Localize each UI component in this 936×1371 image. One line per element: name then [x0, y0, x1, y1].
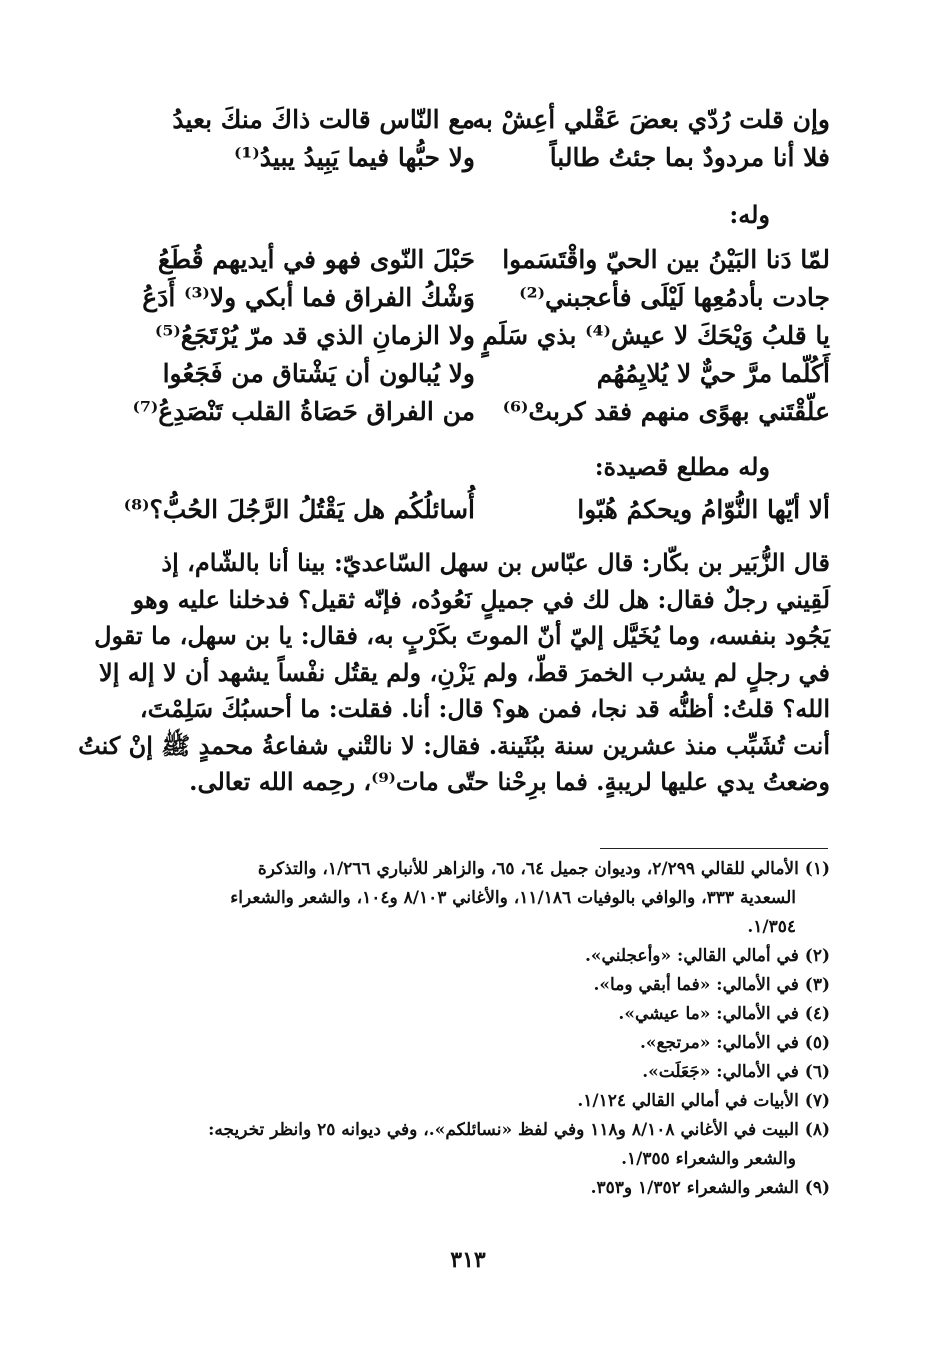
- footnote-line: (٧) الأبيات في أمالي القالي ١/١٢٤.: [577, 1091, 830, 1111]
- verse-second-hemistich: مع النّاس قالت ذاكَ منكَ بعيدُ: [172, 104, 475, 134]
- footnote-line: (٢) في أمالي القالي: «وأعجلني».: [584, 946, 830, 966]
- footnote-line: (٤) في الأمالي: «ما عيشي».: [618, 1004, 830, 1024]
- footnote-divider: [600, 848, 828, 849]
- prose-line: لَقِيني رجلٌ فقال: هل لك في جميلٍ نَعُودُه، فإنّه ثقيل؟ فدخلنا عليه وهو: [132, 584, 830, 614]
- prose-line: قال الزُّبَير بن بكّار: قال عبّاس بن سهل السّاعديّ: بينا أنا بالشّام، إذ: [161, 548, 830, 577]
- verse-first-hemistich: علّقْتَني بهوًى منهم فقد كربتْ⁽⁶⁾: [502, 396, 830, 426]
- footnote-line: (٩) الشعر والشعراء ١/٣٥٢ و٣٥٣.: [590, 1178, 830, 1198]
- section-label-wa-lahu: وله:: [729, 200, 770, 229]
- prose-line: وضعتُ يدي عليها لريبةٍ. فما برِحْنا حتّى مات⁽⁹⁾، رحِمه الله تعالى.: [189, 767, 830, 796]
- verse-group-1: [130, 100, 830, 176]
- verse-line: [123, 490, 830, 528]
- footnote-line: ١/٣٥٤.: [747, 917, 796, 937]
- verse-first-hemistich: ألا أيّها النُّوّامُ ويحكمُ هُبّوا: [577, 494, 830, 524]
- verse-second-hemistich: ولا يُبالون أن يَشْتاق من فَجَعُوا: [162, 358, 475, 388]
- footnote-line: السعدية ٣٣٣، والوافي بالوفيات ١١/١٨٦، والأغاني ٨/١٠٣ و١٠٤، والشعر والشعراء: [230, 888, 796, 908]
- verse-line: [130, 392, 830, 430]
- page-number: ٣١٣: [450, 1247, 486, 1273]
- footnotes: [130, 855, 830, 1203]
- footnote-line: والشعر والشعراء ١/٣٥٥.: [621, 1149, 796, 1169]
- verse-first-hemistich: جادت بأدمُعِها لَيْلَى فأعجبني⁽²⁾: [519, 282, 830, 312]
- verse-first-hemistich: وإن قلت رُدّي بعضَ عَقْلي أعِشْ به: [472, 104, 830, 134]
- verse-second-hemistich: حَبْلَ النّوى فهو في أيديهم قُطَعُ: [157, 244, 475, 274]
- prose-line: يَجُود بنفسه، وما يُخَيَّل إليّ أنّ الموتَ بكَرْبٍ به، فقال: يا بن سهل، ما تقول: [94, 621, 830, 650]
- footnote-line: (٥) في الأمالي: «مرتجع».: [639, 1033, 830, 1053]
- verse-group-3: [123, 490, 830, 528]
- verse-second-hemistich: ولا حبُّها فيما يَبِيدُ يبيدُ⁽¹⁾: [233, 142, 475, 172]
- footnote-line: (١) الأمالي للقالي ٢/٢٩٩، وديوان جميل ٦٤، ٦٥، والزاهر للأنباري ١/٢٦٦، والتذكرة: [257, 859, 830, 879]
- verse-line: [130, 240, 830, 278]
- section-label-matla: وله مطلع قصيدة:: [594, 452, 770, 481]
- verse-line: [130, 354, 830, 392]
- verse-line: [130, 278, 830, 316]
- verse-second-hemistich: من الفراق حَصَاةُ القلب تَنْصَدِعُ⁽⁷⁾: [132, 396, 475, 426]
- prose-paragraph: [78, 545, 830, 801]
- verse-second-hemistich: ولا الزمانِ الذي قد مرّ يُرْتَجَعُ⁽⁵⁾: [154, 320, 475, 350]
- footnote-line: (٣) في الأمالي: «فما أبقي وما».: [593, 975, 830, 995]
- verse-line: [130, 100, 830, 138]
- footnote-line: (٨) البيت في الأغاني ٨/١٠٨ و١١٨ وفي لفظ «نسائلكم».، وفي ديوانه ٢٥ وانظر تخريجه:: [208, 1120, 830, 1140]
- prose-line: في رجلٍ لم يشرب الخمرَ قطّ، ولم يَزْنِ، ولم يقتُل نفْساً يشهد أن لا إله إلا: [99, 657, 830, 687]
- prose-line: الله؟ قلتُ: أظنُّه قد نجا، فمن هو؟ قال: أنا. فقلت: ما أحسبُكَ سَلِمْتَ،: [139, 694, 830, 723]
- verse-first-hemistich: أَكُلّما مرَّ حيٌّ لا يُلايِمُهُم: [596, 358, 830, 388]
- verse-second-hemistich: وَشْكُ الفراق فما أبكي ولا⁽³⁾ أَدَعُ: [142, 282, 475, 312]
- verse-second-hemistich: أُسائلُكُم هل يَقْتُلُ الرَّجُلَ الحُبُّ؟⁽⁸⁾: [123, 494, 475, 524]
- verse-group-2: [130, 240, 830, 430]
- verse-first-hemistich: فلا أنا مردودٌ بما جئتُ طالباً: [549, 142, 830, 172]
- prose-line: أنت تُشَبِّب منذ عشرين سنة ببُثَينة. فقال: لا نالتْني شفاعةُ محمدٍ ﷺ إنْ كنتُ: [78, 730, 830, 760]
- verse-line: [130, 316, 830, 354]
- verse-line: [130, 138, 830, 176]
- verse-first-hemistich: يا قلبُ وَيْحَكَ لا عيش⁽⁴⁾ بذي سَلَمٍ: [482, 320, 830, 350]
- footnote-line: (٦) في الأمالي: «جَعَلَت».: [642, 1062, 830, 1082]
- verse-first-hemistich: لمّا دَنا البَيْنُ بين الحيّ واقْتَسَموا: [502, 244, 830, 274]
